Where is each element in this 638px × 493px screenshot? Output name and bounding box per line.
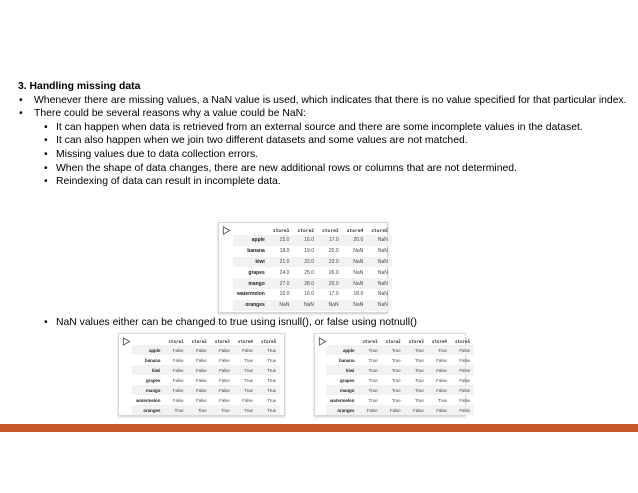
table-cell: 16.0 [304,291,315,298]
table-cell: NaN [353,258,364,265]
row-index-label: banana [339,357,355,363]
table-cell: False [459,397,471,403]
table-cell: True [414,367,424,373]
table-row [132,375,280,385]
table-cell: 26.0 [328,269,339,276]
notnull-table-output [314,333,471,416]
table-cell: 25.0 [304,269,315,276]
column-header: store4 [237,339,253,344]
table-cell: True [391,397,401,403]
table-row [233,257,392,268]
table-cell: False [172,357,184,363]
table-cell: True [414,347,424,353]
table-cell: True [368,387,378,393]
values-table-output [218,222,388,313]
table-cell: NaN [328,302,339,309]
column-header: store2 [297,228,315,234]
table-cell: False [436,357,447,363]
table-row [233,235,392,246]
table-cell: 16.0 [304,237,315,244]
table-cell: True [391,347,401,353]
table-cell: False [195,387,207,393]
row-index-label: kiwi [255,258,265,265]
row-index-label: watermelon [136,397,161,403]
table-cell: True [244,387,253,393]
table-cell: False [242,347,253,353]
table-cell: False [172,367,184,373]
table-row [233,278,392,289]
column-header: store1 [362,339,378,344]
table-cell: True [267,357,277,363]
table-cell: NaN [353,302,364,309]
table-cell: NaN [304,302,315,309]
column-header: store5 [454,339,471,344]
row-index-label: apple [251,237,265,244]
table-cell: NaN [377,248,388,255]
table-row [132,345,280,355]
table-cell: 15.0 [279,237,290,244]
table-row [132,385,280,395]
column-header: store3 [322,228,339,234]
column-header: store4 [346,228,364,234]
table-cell: True [267,407,277,413]
table-cell: False [459,357,471,363]
row-index-label: watermelon [330,397,355,403]
column-header: store3 [214,339,230,344]
table-cell: 18.0 [279,248,290,255]
table-cell: True [267,367,277,373]
table-cell: False [436,367,447,373]
table-row [132,395,280,405]
table-cell: NaN [353,248,364,255]
table-cell: 23.0 [328,258,339,265]
table-cell: 29.0 [328,280,339,287]
isnull-dataframe [132,338,280,415]
column-header: store5 [371,228,388,234]
slide-text [18,80,633,189]
column-header: store2 [385,339,401,344]
table-cell: 17.0 [328,291,339,298]
table-cell: True [244,357,253,363]
table-cell: True [368,357,378,363]
table-cell: False [219,357,230,363]
table-cell: True [244,407,253,413]
table-cell: True [391,357,401,363]
row-index-label: grapes [146,377,161,383]
table-row [326,355,474,365]
table-cell: NaN [377,280,388,287]
column-header: store2 [191,339,207,344]
row-index-label: mango [340,387,355,393]
isnull-table-output [118,333,285,416]
row-index-label: watermelon [237,291,265,298]
table-cell: False [413,407,424,413]
bullet-nan-reasons: • There could be several reasons why a value could be NaN: [18,107,633,121]
column-header: store4 [431,339,447,344]
table-cell: False [459,377,471,383]
column-header: store3 [408,339,424,344]
table-cell: True [368,377,378,383]
table-cell: False [436,377,447,383]
sub-bullet-collection-errors: • Missing values due to data collection errors. [18,148,633,162]
table-cell: True [414,357,424,363]
table-cell: False [195,347,207,353]
table-cell: False [459,347,471,353]
table-cell: True [414,387,424,393]
row-index-label: mango [146,387,161,393]
index-header-cell [326,338,358,345]
table-row [132,405,280,415]
table-cell: False [389,407,401,413]
table-row [132,355,280,365]
sub-bullet-shape-change: • When the shape of data changes, there are new additional rows or columns that are not determined. [18,162,633,176]
notnull-dataframe [326,338,474,415]
table-cell: True [267,377,277,383]
table-cell: True [438,347,447,353]
bullet-nan-definition: • Whenever there are missing values, a NaN value is used, which indicates that there is no value specified for that particular index. [18,94,633,108]
table-cell: False [195,367,207,373]
table-cell: NaN [377,302,388,309]
row-index-label: kiwi [152,367,161,373]
table-cell: False [219,397,230,403]
row-index-label: oranges [245,302,265,309]
table-cell: False [242,397,253,403]
table-cell: 24.0 [279,269,290,276]
play-triangle-icon [222,226,231,235]
table-cell: True [267,387,277,393]
table-cell: True [244,377,253,383]
table-cell: False [195,357,207,363]
table-cell: False [459,407,471,413]
table-cell: False [459,367,471,373]
table-cell: True [368,347,378,353]
table-cell: 17.0 [328,237,339,244]
table-cell: False [172,347,184,353]
table-cell: 19.0 [304,248,315,255]
table-cell: NaN [377,258,388,265]
table-cell: 20.0 [328,248,339,255]
table-cell: 28.0 [304,280,315,287]
table-cell: False [459,387,471,393]
index-header-cell [233,227,269,235]
table-row [233,289,392,300]
row-index-label: grapes [340,377,355,383]
table-cell: False [219,347,230,353]
sub-bullet-external-source: • It can happen when data is retrieved from an external source and there are some incomplete values in the dataset. [18,121,633,135]
row-index-label: apple [342,347,355,353]
table-cell: False [195,397,207,403]
section-heading: 3. Handling missing data [18,81,141,92]
table-cell: True [267,397,277,403]
table-cell: False [436,407,447,413]
table-cell: True [391,367,401,373]
row-index-label: grapes [248,269,265,276]
column-header: store5 [260,339,277,344]
table-cell: 21.0 [279,258,290,265]
table-cell: False [172,387,184,393]
table-row [326,365,474,375]
table-header-row [132,338,280,345]
table-row [233,267,392,278]
table-cell: True [438,397,447,403]
table-cell: True [220,407,230,413]
table-cell: 20.0 [353,237,364,244]
table-cell: NaN [377,237,388,244]
row-index-label: apple [148,347,161,353]
table-cell: 22.0 [304,258,315,265]
table-cell: True [368,367,378,373]
row-index-label: banana [247,248,265,255]
table-cell: NaN [353,269,364,276]
table-cell: 18.0 [353,291,364,298]
table-cell: True [267,347,277,353]
row-index-label: oranges [143,407,161,413]
table-cell: False [219,367,230,373]
values-dataframe [233,227,392,311]
table-cell: False [436,387,447,393]
table-cell: False [195,377,207,383]
table-cell: False [366,407,378,413]
table-cell: True [391,387,401,393]
row-index-label: mango [248,280,265,287]
table-cell: True [414,377,424,383]
sub-bullet-isnull-notnull: • NaN values either can be changed to true using isnull(), or false using notnull() [18,316,638,330]
table-row [326,345,474,355]
table-header-row [233,227,392,235]
table-row [326,385,474,395]
table-cell: True [391,377,401,383]
table-cell: True [174,407,184,413]
table-cell: 15.0 [279,291,290,298]
table-cell: NaN [279,302,290,309]
accent-bar [0,424,638,432]
table-row [326,395,474,405]
sub-bullet-reindexing: • Reindexing of data can result in incomplete data. [18,175,633,189]
column-header: store1 [272,228,290,234]
row-index-label: kiwi [346,367,355,373]
table-cell: NaN [377,269,388,276]
table-row [233,246,392,257]
table-cell: NaN [377,291,388,298]
table-cell: True [197,407,207,413]
play-triangle-icon [122,337,131,346]
table-header-row [326,338,474,345]
table-cell: NaN [353,280,364,287]
table-cell: 27.0 [279,280,290,287]
row-index-label: oranges [337,407,355,413]
row-index-label: banana [145,357,161,363]
table-cell: False [172,397,184,403]
index-header-cell [132,338,164,345]
table-row [326,405,474,415]
table-row [132,365,280,375]
table-cell: False [172,377,184,383]
table-cell: True [414,397,424,403]
table-row [326,375,474,385]
table-row [233,300,392,311]
sub-bullet-join-datasets: • It can also happen when we join two different datasets and some values are not matched. [18,134,633,148]
table-cell: True [244,367,253,373]
table-cell: True [368,397,378,403]
table-cell: False [219,377,230,383]
column-header: store1 [168,339,184,344]
table-cell: False [219,387,230,393]
